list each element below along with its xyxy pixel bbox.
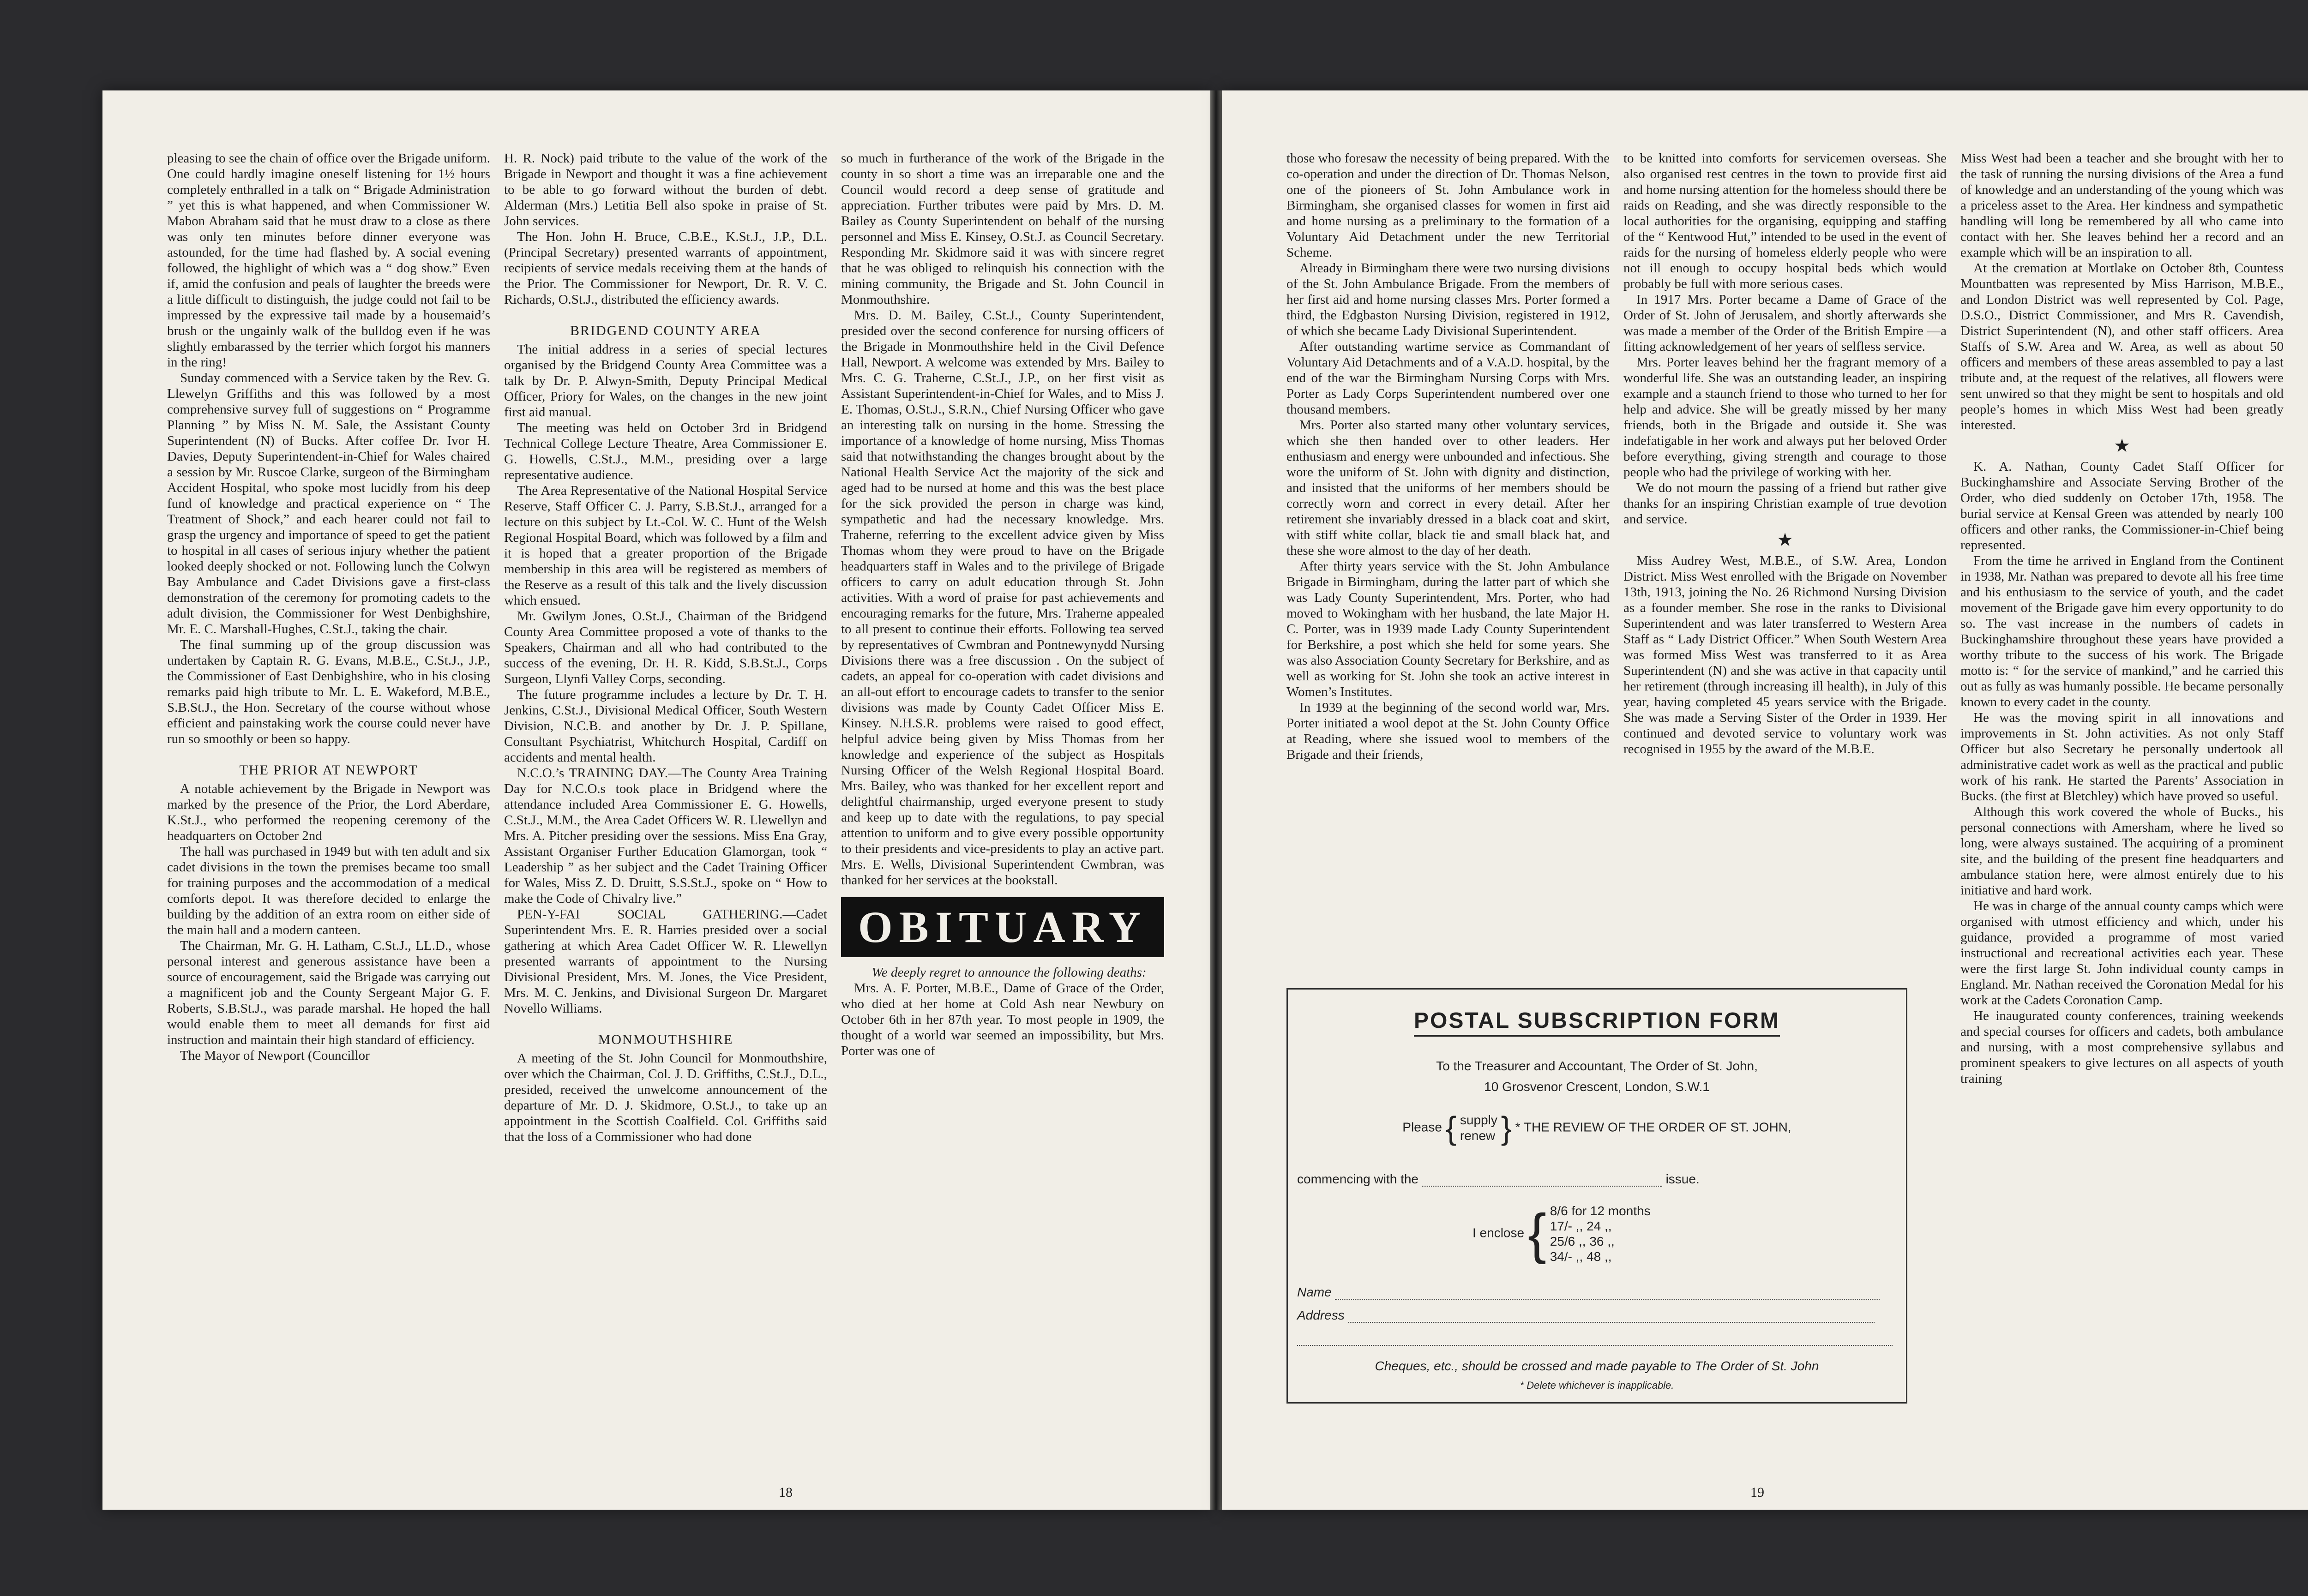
star-divider-icon: ★ bbox=[1777, 529, 1793, 550]
paragraph: K. A. Nathan, County Cadet Staff Officer for Buckinghamshire and Associate Serving Brother of the Order, who died suddenly on October 17th, 1958. The burial service at Kensal Green was attended by nearly 100 officers and other ranks, the Commissioner-in-Chief being represented. bbox=[1960, 459, 2284, 552]
paragraph: From the time he arrived in England from the Continent in 1938, Mr. Nathan was prepared to devote all his free time and his enthusiasm to the service of youth, and the cadet movement of the Brigade gave him every opportunity to do so. The vast increase in the numbers of cadets in Buckinghamshire throughout these years have provided a worthy tribute to the success of his work. The Brigade motto is: “ for the service of mankind,” and he carried this out as fully as was humanly possible. He became personally known to every cadet in the county. bbox=[1960, 553, 2284, 709]
paragraph: The future programme includes a lecture by Dr. T. H. Jenkins, C.St.J., Divisional Medical Officer, South Western Division, N.C.B. and another by Dr. J. P. Spillane, Consultant Psychiatrist, Whitchurch Hospital, Cardiff on accidents and mental health. bbox=[504, 687, 827, 765]
left-column-1 bbox=[167, 150, 490, 1480]
right-column-3 bbox=[1960, 150, 2284, 1480]
paragraph: A meeting of the St. John Council for Monmouthshire, over which the Chairman, Col. J. D. Griffiths, C.St.J., D.L., presided, received the unwelcome announcement of the departure of Mr. D. J. Skidmore, O.St.J., to take up an appointment in the Scottish Coalfield. Col. Griffiths said that the loss of a Commissioner who had done bbox=[504, 1051, 827, 1144]
paragraph: In 1939 at the beginning of the second world war, Mrs. Porter initiated a wool depot at the St. John County Office at Reading, where she issued wool to members of the Brigade and their friends, bbox=[1286, 700, 1610, 762]
paragraph: Mrs. Porter leaves behind her the fragrant memory of a wonderful life. She was an outstanding leader, an inspiring example and a staunch friend to those who turned to her for help and advice. She will be greatly missed by her many friends, both in the Brigade and outside it. She was indefatigable in her work and always put her beloved Order before everything, giving strength and courage to those people who had the privilege of working with her. bbox=[1623, 355, 1947, 480]
form-address-line: Address bbox=[1297, 1308, 1897, 1323]
paragraph: After outstanding wartime service as Commandant of Voluntary Aid Detachments and of a V.A.D. hospital, by the end of the war the Birmingham Nursing Corps with Mrs. Porter as Lady Corps Superintendent numbered over one thousand members. bbox=[1286, 339, 1610, 417]
paragraph: Although this work covered the whole of Bucks., his personal connections with Amersham, where he lived so long, were always sustained. The acquiring of a prominent site, and the building of the present fine headquarters and ambulance station here, were almost entirely due to his initiative and hard work. bbox=[1960, 804, 2284, 898]
form-address-line-extra bbox=[1297, 1331, 1897, 1346]
form-cheques-note: Cheques, etc., should be crossed and made payable to The Order of St. John bbox=[1375, 1359, 1819, 1373]
section-heading: MONMOUTHSHIRE bbox=[598, 1032, 733, 1047]
star-divider-icon: ★ bbox=[2114, 435, 2130, 456]
paragraph: Miss Audrey West, M.B.E., of S.W. Area, London District. Miss West enrolled with the Brigade on November 13th, 1913, joining the No. 26 Richmond Nursing Division as a founder member. She rose in the ranks to Divisional Superintendent and was later transferred to Western Area Staff as “ Lady District Officer.” When South Western Area was formed Miss West was transferred to it as Area Superintendent (N) and she was active in that capacity until her retirement (through increasing ill health), in July of this year, having completed 45 years service with the Brigade. She was made a Serving Sister of the Order in 1939. Her continued and devoted service to voluntary work was recognised in 1955 by the award of the M.B.E. bbox=[1623, 553, 1947, 756]
paragraph: Mr. Gwilym Jones, O.St.J., Chairman of the Bridgend County Area Committee proposed a vote of thanks to the Speakers, Chairman and all who had contributed to the success of the evening, Dr. H. R. Kidd, S.B.St.J., Corps Surgeon, Llynfi Valley Corps, seconding. bbox=[504, 609, 827, 686]
address-field[interactable] bbox=[1348, 1322, 1875, 1323]
left-page bbox=[102, 90, 1210, 1510]
paragraph: Mrs. Porter also started many other voluntary services, which she then handed over to other leaders. Her enthusiasm and energy were unbounded and infectious. She wore the uniform of St. John with dignity and distinction, and insisted that the uniforms of her members should be correctly worn and correct in every detail. After her retirement she invariably dressed in a black coat and skirt, with stiff white collar, black tie and small black hat, and these she wore almost to the day of her death. bbox=[1286, 418, 1610, 558]
page-number: 18 bbox=[779, 1485, 793, 1500]
form-name-line: Name bbox=[1297, 1285, 1897, 1300]
supply-option[interactable]: supply bbox=[1460, 1113, 1497, 1127]
paragraph: Mrs. A. F. Porter, M.B.E., Dame of Grace of the Order, who died at her home at Cold Ash near Newbury on October 6th in her 87th year. To most people in 1909, the thought of a world war seemed an impossibility, but Mrs. Porter was one of bbox=[841, 981, 1164, 1058]
right-column-1 bbox=[1286, 150, 1610, 972]
paragraph: to be knitted into comforts for servicemen overseas. She also organised rest centres in the town to provide first aid and home nursing attention for the homeless should there be raids on Reading, and she was directly responsible to the local authorities for the organising, equipping and staffing of the “ Kentwood Hut,” intended to be used in the event of raids for the nursing of homeless elderly people who were not ill enough to occupy hospital beds which would probably be full with more serious cases. bbox=[1623, 151, 1947, 291]
paragraph: The final summing up of the group discussion was undertaken by Captain R. G. Evans, M.B.E., C.St.J., J.P., the Commissioner of East Denbighshire, who in his closing remarks paid high tribute to Mr. L. E. Wakeford, M.B.E., S.B.St.J., the Hon. Secretary of the course without whose efficient and painstaking work the course could never have run so smoothly or been so happy. bbox=[167, 637, 490, 746]
paragraph: The Mayor of Newport (Councillor bbox=[180, 1048, 370, 1063]
price-option[interactable]: 8/6 for 12 months bbox=[1550, 1204, 1651, 1218]
obituary-banner: OBITUARY bbox=[841, 897, 1164, 957]
paragraph: After thirty years service with the St. John Ambulance Brigade in Birmingham, during the latter part of which she was Lady County Superintendent, Mrs. Porter, who had moved to Wokingham with her husband, the late Major H. C. Porter, was in 1939 made Lady County Superintendent for Berkshire, a post which she held for some years. She was also Association County Secretary for Berkshire, and as well as working for St. John she took an active interest in Women’s Institutes. bbox=[1286, 559, 1610, 699]
form-address-line-2: 10 Grosvenor Crescent, London, S.W.1 bbox=[1484, 1080, 1710, 1094]
paragraph: so much in furtherance of the work of the Brigade in the county in so short a time was an irreparable one and the Council would record a deep sense of gratitude and appreciation. Further tributes were paid by Mrs. D. M. Bailey as County Superintendent on behalf of the nursing personnel and Miss E. Kinsey, O.St.J. as Council Secretary. Responding Mr. Skidmore said it was with sincere regret that he was obliged to relinquish his connection with the mining community, the Brigade and St. John Council in Monmouthshire. bbox=[841, 151, 1164, 307]
paragraph: Miss West had been a teacher and she brought with her to the task of running the nursing divisions of the Area a fund of knowledge and an understanding of the young which was a priceless asset to the Area. Her kindness and sympathetic handling will long be remembered by all who came into contact with her. She leaves behind her a record and an example which will be an inspiration to all. bbox=[1960, 151, 2284, 260]
paragraph: A notable achievement by the Brigade in Newport was marked by the presence of the Prior, the Lord Aberdare, K.St.J., who performed the reopening ceremony of the headquarters on October 2nd bbox=[167, 781, 490, 843]
paragraph: PEN-Y-FAI SOCIAL GATHERING.—Cadet Superintendent Mrs. E. R. Harries presided over a social gathering at which Area Cadet Officer W. R. Llewellyn presented warrants of appointment to the Nursing Divisional President, Mrs. M. Jones, the Vice President, Mrs. M. C. Jenkins, and Divisional Surgeon Dr. Margaret Novello Williams. bbox=[504, 907, 827, 1016]
section-heading: BRIDGEND COUNTY AREA bbox=[570, 323, 761, 338]
name-field[interactable] bbox=[1335, 1299, 1880, 1300]
paragraph: Already in Birmingham there were two nursing divisions of the St. John Ambulance Brigade. From the members of her first aid and home nursing classes Mrs. Porter formed a third, the Edgbaston Nursing Division, registered in 1912, of which she became Lady Divisional Superintendent. bbox=[1286, 261, 1610, 338]
paragraph: N.C.O.’s TRAINING DAY.—The County Area Training Day for N.C.O.s took place in Bridgend where the attendance included Area Commissioner E. G. Howells, C.St.J., M.M., the Area Cadet Officers W. R. Llewellyn and Mrs. A. Pitcher presiding over the sessions. Miss Ena Gray, Assistant Organiser Further Education Glamorgan, took “ Leadership ” as her subject and the Cadet Training Officer for Wales, Miss Z. D. Druitt, S.S.St.J., spoke on “ How to make the Code of Chivalry live.” bbox=[504, 766, 827, 906]
obituary-intro: We deeply regret to announce the following deaths: bbox=[872, 965, 1147, 980]
renew-option[interactable]: renew bbox=[1460, 1128, 1496, 1143]
paragraph: pleasing to see the chain of office over the Brigade uniform. One could hardly imagine oneself listening for 1½ hours completely enthralled in a talk on “ Brigade Administration ” yet this is what happened, and when Commissioner W. Mabon Abraham said that he must draw to a close as there was only ten minutes before dinner everyone was astounded, for the time had flashed by. A social evening followed, the highlight of which was a “ dog show.” Even if, amid the confusion and peals of laughter the breeds were a little difficult to distinguish, the judge could not fail to be impressed by the expressive tail made by a housemaid’s brush or the ungainly walk of the bulldog even if he was slightly embarassed by the terrier which forgot his manners in the ring! bbox=[167, 151, 490, 370]
paragraph: those who foresaw the necessity of being prepared. With the co-operation and under the direction of Dr. Thomas Nelson, one of the pioneers of St. John Ambulance work in Birmingham, she organised classes for women in first aid and home nursing as a preliminary to the formation of a Voluntary Aid Detachment under the new Territorial Scheme. bbox=[1286, 151, 1610, 260]
address-field-2[interactable] bbox=[1297, 1345, 1893, 1346]
price-option[interactable]: 17/- ,, 24 ,, bbox=[1550, 1219, 1612, 1233]
issue-field[interactable] bbox=[1422, 1186, 1662, 1187]
paragraph: He was the moving spirit in all innovations and improvements in St. John activities. As not only Staff Officer but also Secretary he personally undertook all administrative cadet work as well as the practical and public work of his rank. He started the Parents’ Association in Bucks. (the first at Bletchley) which have proved so useful. bbox=[1960, 710, 2284, 804]
paragraph: At the cremation at Mortlake on October 8th, Countess Mountbatten was represented by Miss Harrison, M.B.E., and London District was well represented by Col. Page, D.S.O., District Commissioner, and Mrs R. Cavendish, District Superintendent (N), and other staff officers. Area Staffs of S.W. Area and W. Area, as well as about 50 officers and members of these areas assembled to pay a last tribute and, at the request of the relatives, all flowers were sent unwired so that they might be sent to hospitals and old people’s homes in which Miss West had been greatly interested. bbox=[1960, 261, 2284, 432]
right-page bbox=[1222, 90, 2308, 1510]
right-column-2 bbox=[1623, 150, 1947, 972]
page-number: 19 bbox=[1750, 1485, 1764, 1500]
gutter bbox=[1210, 90, 1222, 1510]
form-delete-note: * Delete whichever is inapplicable. bbox=[1520, 1380, 1674, 1391]
form-title: POSTAL SUBSCRIPTION FORM bbox=[1288, 1008, 1906, 1033]
price-option[interactable]: 34/- ,, 48 ,, bbox=[1550, 1249, 1612, 1264]
form-enclose-block: I enclose { 8/6 for 12 months 17/- ,, 24 ,, 25/6 ,, 36 ,, 34/- ,, 48 ,, bbox=[1473, 1203, 1651, 1265]
paragraph: He was in charge of the annual county camps which were organised with utmost efficiency and which, under his guidance, provided a programme of most varied instructional and recreational activities each year. These were the first large St. John individual county camps in England. Mr. Nathan received the Coronation Medal for his work at the Cadets Coronation Camp. bbox=[1960, 899, 2284, 1008]
paragraph: Sunday commenced with a Service taken by the Rev. G. Llewelyn Griffiths and this was followed by a most comprehensive survey full of suggestions on “ Programme Planning ” by Miss N. M. Sale, the Assistant County Superintendent (N) of Bucks. After coffee Dr. Ivor H. Davies, Deputy Superintendent-in-Chief for Wales chaired a session by Mr. Ruscoe Clarke, surgeon of the Birmingham Accident Hospital, who spoke most lucidly from his deep fund of knowledge and practical experience on “ The Treatment of Shock,” and each hearer could not fail to grasp the urgency and importance of speed to get the patient to hospital in all cases of serious injury whether the patient looked deeply shocked or not. Following lunch the Colwyn Bay Ambulance and Cadet Divisions gave a first-class demonstration of the ceremony for promoting cadets to the adult division, the Commissioner for West Denbighshire, Mr. E. C. Marshall-Hughes, C.St.J., taking the chair. bbox=[167, 371, 490, 636]
form-please-line: Please { supply renew } * THE REVIEW OF THE ORDER OF ST. JOHN, bbox=[1402, 1110, 1791, 1146]
paragraph: The Area Representative of the National Hospital Service Reserve, Staff Officer C. J. Parry, S.B.St.J., arranged for a lecture on this subject by Lt.-Col. W. C. Hunt of the Welsh Regional Hospital Board, which was followed by a film and it is hoped that a greater proportion of the Brigade membership in this area will be registered as members of the Reserve as a result of this talk and the lively discussion which ensued. bbox=[504, 483, 827, 608]
magazine-spread bbox=[102, 90, 2308, 1510]
paragraph: H. R. Nock) paid tribute to the value of the work of the Brigade in Newport and thought it was a fine achievement to be able to go forward without the burden of debt. Alderman (Mrs.) Letitia Bell also spoke in praise of St. John services. bbox=[504, 151, 827, 228]
paragraph: We do not mourn the passing of a friend but rather give thanks for an inspiring Christian example of true devotion and service. bbox=[1623, 480, 1947, 527]
paragraph: The Chairman, Mr. G. H. Latham, C.St.J., LL.D., whose personal interest and generous assistance have been a source of encouragement, said the Brigade was carrying out a magnificent job and the County Sergeant Major G. F. Roberts, S.B.St.J., was parade marshal. He hoped the hall would enable them to meet all demands for first aid instruction and maintain their high standard of efficiency. bbox=[167, 938, 490, 1047]
paragraph: The meeting was held on October 3rd in Bridgend Technical College Lecture Theatre, Area Commissioner E. G. Howells, C.St.J., M.M., presiding over a large representative audience. bbox=[504, 420, 827, 482]
subscription-form bbox=[1286, 988, 1907, 1404]
section-heading: THE PRIOR AT NEWPORT bbox=[239, 762, 418, 778]
paragraph: He inaugurated county conferences, training weekends and special courses for officers and cadets, both ambulance and nursing, with a most comprehensive syllabus and prominent speakers to give lectures on all aspects of youth training bbox=[1960, 1008, 2284, 1086]
paragraph: In 1917 Mrs. Porter became a Dame of Grace of the Order of St. John of Jerusalem, and shortly afterwards she was made a member of the Order of the British Empire —a fitting acknowledgement of her years of selfless service. bbox=[1623, 292, 1947, 354]
paragraph: Mrs. D. M. Bailey, C.St.J., County Superintendent, presided over the second conference for nursing officers of the Brigade in Monmouthshire held in the Civil Defence Hall, Newport. A welcome was extended by Mrs. Bailey to Mrs. C. G. Traherne, C.St.J., J.P., on her first visit as Assistant Superintendent-in-Chief for Wales, and to Miss J. E. Thomas, O.St.J., S.R.N., Chief Nursing Officer who gave an interesting talk on nursing in the home. Stressing the importance of a knowledge of home nursing, Miss Thomas said that notwithstanding the changes brought about by the National Health Service Act the majority of the sick and aged had to be nursed at home and this was the best place for the sick provided the person in charge was kind, sympathetic and had the necessary knowledge. Mrs. Traherne, referring to the excellent advice given by Miss Thomas whom they were proud to have on the Brigade headquarters staff in Wales and to the privilege of Brigade officers to carry on adult education through St. John activities. With a word of praise for past achievements and encouraging remarks for the future, Mrs. Traherne appealed to all present to continue their efforts. Following tea served by representatives of Cwmbran and Pontnewynydd Nursing Divisions there was a free discussion . On the subject of cadets, an appeal for co-operation with cadet divisions and an all-out effort to encourage cadets to transfer to the senior divisions was made by County Cadet Officer Miss E. Kinsey. N.H.S.R. problems were raised to good effect, helpful advice being given by Miss Thomas from her knowledge and experience of the subject as Hospitals Nursing Officer of the Welsh Regional Hospital Board. Mrs. Bailey, who was thanked for her excellent report and delightful chairmanship, urged everyone present to study and keep up to date with the regulations, to pay special attention to uniform and to give every possible opportunity to their presidents and vice-presidents to play an active part. Mrs. E. Wells, Divisional Superintendent Cwmbran, was thanked for her services at the bookstall. bbox=[841, 308, 1164, 888]
price-option[interactable]: 25/6 ,, 36 ,, bbox=[1550, 1234, 1615, 1248]
form-commencing-line: commencing with the issue. bbox=[1297, 1172, 1700, 1186]
left-column-3 bbox=[841, 150, 1164, 1480]
left-column-2 bbox=[504, 150, 827, 1480]
paragraph: The hall was purchased in 1949 but with ten adult and six cadet divisions in the town the premises became too small for training purposes and the accommodation of a medical comforts depot. It was therefore decided to enlarge the building by the addition of an extra room on either side of the main hall and a modern canteen. bbox=[167, 844, 490, 937]
paragraph: The initial address in a series of special lectures organised by the Bridgend County Area Committee was a talk by Dr. P. Alwyn-Smith, Deputy Principal Medical Officer, Priory for Wales, on the changes in the new joint first aid manual. bbox=[504, 342, 827, 420]
paragraph: The Hon. John H. Bruce, C.B.E., K.St.J., J.P., D.L. (Principal Secretary) presented warrants of appointment, recipients of service medals receiving them at the hands of the Prior. The Commissioner for Newport, Dr. R. V. C. Richards, O.St.J., distributed the efficiency awards. bbox=[504, 229, 827, 307]
form-address-line-1: To the Treasurer and Accountant, The Order of St. John, bbox=[1436, 1059, 1758, 1073]
